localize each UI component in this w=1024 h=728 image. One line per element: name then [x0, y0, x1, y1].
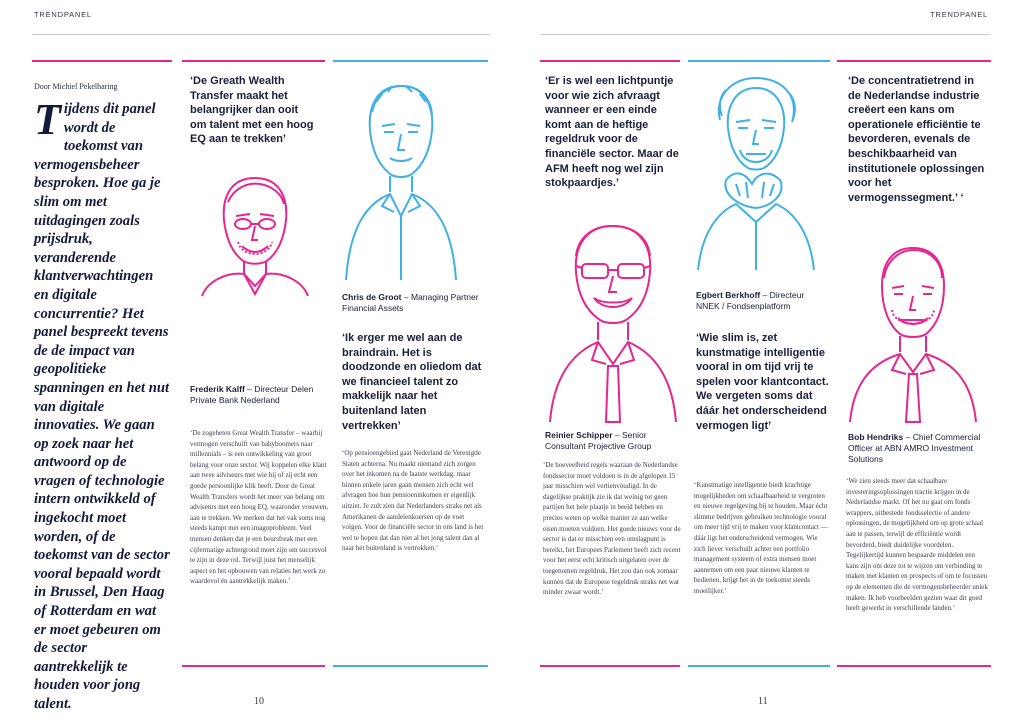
name-berkhoff: Egbert Berkhoff [696, 290, 761, 300]
panelist-name-schipper [545, 430, 685, 452]
pull-quote-de-groot: ‘Ik erger me wel aan de braindrain. Het is doodzonde en oliedom dat we financieel talent zo makkelijk naar het buitenland laten vertrekken’ [342, 332, 482, 432]
header-divider-left [32, 34, 490, 35]
pull-quote-hendriks: ‘De concentratietrend in de Nederlandse industrie creëert een kans om operationele efficiëntie te bevorderen, evenals de beschikbaarheid van institutionele oplossingen voor het vermogenssegment.’ ‘ [848, 75, 985, 204]
role-schipper: – Senior Consultant Projective Group [545, 430, 652, 451]
role-kalff: – Directeur Delen Private Bank Nederland [190, 384, 314, 405]
intro-text [34, 95, 170, 714]
portrait-schipper [548, 214, 678, 424]
role-hendriks: – Chief Commercial Officer at ABN AMRO Investment Solutions [848, 432, 981, 464]
panelist-name-kalff [190, 384, 330, 406]
panelist-name-berkhoff [696, 290, 830, 312]
role-berkhoff: – Directeur NNEK / Fondsenplatform [696, 290, 805, 311]
pull-quote-kalff: ‘De Greath Wealth Transfer maakt het belangrijker dan ooit om talent met een hoog EQ aan te trekken’ [190, 75, 314, 146]
name-hendriks: Bob Hendriks [848, 432, 904, 442]
accent-rule [182, 665, 325, 667]
panelist-name-hendriks [848, 432, 988, 465]
statement-kalff: ‘De zogeheten Great Wealth Transfer – waarbij vermogen verschuift van babyboomers naar millennials – is een ontwikkeling van groot belang voor onze sector. Wij koppelen elke klant aan twee adviseurs met wie hij of zij echt een goede persoonlijke klik heeft. Door de Great Wealth Transfers wordt het meer van belang om adviseurs met een hoog EQ, waaronder vrouwen, aan te trekken. We merken dat het vak soms nog steeds kampt met een imagoprobleem. Veel mensen denken dat je een beursfreak met een cijfermatige achtergrond moet zijn om succesvol te zijn in deze rol. Terwijl juist het menselijk aspect en het opbouwen van relaties het werk zo waardevol én aantrekkelijk maken.’ [190, 429, 329, 586]
portrait-kalff [198, 168, 312, 298]
accent-rule [688, 665, 830, 667]
accent-rule [32, 60, 172, 62]
name-schipper: Reinier Schipper [545, 430, 613, 440]
statement-berkhoff: ‘Kunstmatige intelligentie biedt krachtige mogelijkheden om schaalbaarheid te vergroten en nieuwe regelgeving bij te houden. Maar écht slimme bedrijven gebruiken technologie vooral om meer tijd vrij te maken voor klantcontact — dáár ligt het onderscheidend vermogen. Wie zich liever verschuilt achter een portfolio management systeem of extra mensen moet aannemen om een paar nieuwe klanten te bedienen, krijgt het in de toekomst steeds moeilijker.’ [694, 481, 828, 595]
portrait-de-groot [342, 72, 460, 282]
accent-rule [688, 60, 830, 62]
panelist-name-de-groot [342, 292, 482, 314]
pull-quote-berkhoff: ‘Wie slim is, zet kunstmatige intelligentie vooral in om tijd vrij te spelen voor klantcontact. We vergeten soms dat dáár het onderscheidend vermogen ligt’ [696, 332, 829, 432]
accent-rule [540, 665, 680, 667]
accent-rule [333, 60, 488, 62]
page-number-right: 11 [758, 696, 768, 707]
header-divider-right [540, 34, 990, 35]
accent-rule [333, 665, 488, 667]
role-de-groot: – Managing Partner Financial Assets [342, 292, 479, 313]
accent-rule [182, 60, 325, 62]
portrait-hendriks [848, 240, 978, 424]
portrait-berkhoff [696, 72, 816, 272]
name-de-groot: Chris de Groot [342, 292, 402, 302]
running-header-right: TRENDPANEL [930, 10, 988, 19]
accent-rule [837, 60, 991, 62]
statement-hendriks: ‘We zien steeds meer dat schaalbare investeringsoplossingen tractie krijgen in de Nederlandse markt. Of het nu gaat om fonds wrappers, uitbestede fondsselectie of andere oplossingen, de mogelijkheid om op grote schaal aan te passen, terwijl de efficiëntie wordt bevorderd, biedt duidelijke voordelen. Tegelijkertijd kunnen bespaarde middelen een kans zijn om deze tot te wijzen om verbinding te maken met klanten en prospects of om te focussen op de elementen die de vermogensbeheerder uniek maken. Ik heb voorbeelden gezien waar dit goed heeft gewerkt in verschillende landen.’ [846, 477, 988, 613]
accent-rule [540, 60, 680, 62]
accent-rule [837, 665, 991, 667]
page-number-left: 10 [254, 696, 264, 707]
pull-quote-schipper: ‘Er is wel een lichtpuntje voor wie zich afvraagt wanneer er een einde komt aan de heftige regeldruk voor de financiële sector. Maar de AFM heeft nog wel zijn stokpaardjes.’ [545, 75, 679, 190]
statement-schipper: ‘De hoeveelheid regels waaraan de Nederlandse fondssector moet voldoen is in de afgelopen 15 jaar misschien wel vertienvoudigd. In de dagelijkse praktijk zie ik dat weinig tot geen partijen het hele plaatje in beeld hebben en precies weten op welke manier ze aan welke eisen moeten voldoen. Het goede nieuws voor de sector is dat er misschien een omslagpunt is bereikt, het Europees Parlement heeft zich recent voor het eerst echt kritisch uitgelaten over de toegenomen regeldruk. Het zou dan ook zomaar kunnen dat de Europese regeldruk straks net wat minder zwaar wordt.’ [543, 461, 681, 597]
drop-cap: T [34, 95, 61, 144]
name-kalff: Frederik Kalff [190, 384, 245, 394]
intro-body: ijdens dit panel wordt de toekomst van vermogensbeheer besproken. Hoe ga je slim om met uitdagingen zoals prijsdruk, veranderende klantverwachtingen en digitale concurrentie? Het panel bespreekt tevens de de impact van geopolitieke spanningen en het nut van digitale innovaties. We gaan op zoek naar het antwoord op de vragen of technologie intern ontwikkeld of ingekocht moet worden, of de toekomst van de sector vooral bepaald wordt in Brussel, Den Haag of Rotterdam en wat er moet gebeuren om de sector aantrekkelijk te houden voor jong talent. [34, 101, 170, 712]
statement-de-groot: ‘Op pensioengebied gaat Nederland de Verenigde Staten achterna. Nu maakt niemand zich zorgen over het inkomen na de laatste werkdag, maar binnen enkele jaren gaan mensen zich echt wel afvragen hoe hun pensioeninkomen er eigenlijk uitziet. Je zult zien dat Nederlanders straks net als Amerikanen de aandelenkoersen op de voet volgen. Voor de financiële sector in ons land is het wel te hopen dat dan niet al het jong talent dan al naar het buitenland is vertrokken.’ [342, 449, 484, 553]
running-header-left: TRENDPANEL [34, 10, 92, 19]
byline: Door Michiel Pekelharing [34, 82, 118, 91]
